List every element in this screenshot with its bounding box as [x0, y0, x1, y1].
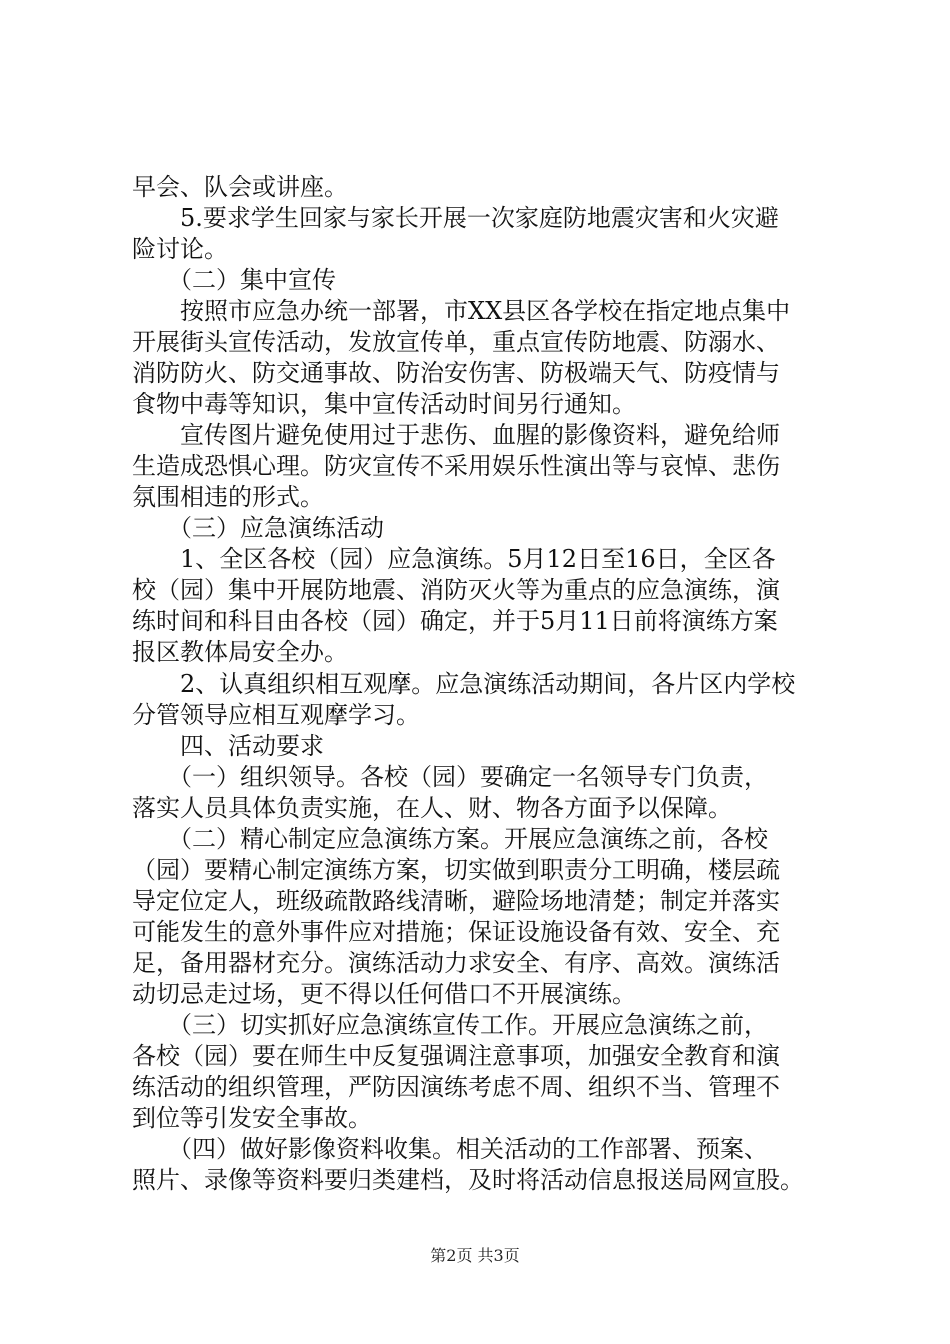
text-line: 校（园）集中开展防地震、消防灭火等为重点的应急演练，演	[132, 576, 780, 604]
text-line: 练时间和科目由各校（园）确定，并于5月11日前将演练方案	[132, 607, 778, 635]
text-line: 照片、录像等资料要归类建档，及时将活动信息报送局网宣股。	[132, 1166, 804, 1194]
text-line: 早会、队会或讲座。	[132, 173, 348, 201]
section-heading: 四、活动要求	[132, 732, 324, 760]
text-line: 到位等引发安全事故。	[132, 1104, 372, 1132]
text-line: 消防防火、防交通事故、防治安伤害、防极端天气、防疫情与	[132, 359, 780, 387]
text-line: 报区教体局安全办。	[132, 638, 348, 666]
text-line: 开展街头宣传活动，发放宣传单，重点宣传防地震、防溺水、	[132, 328, 780, 356]
section-heading: （二）集中宣传	[132, 266, 336, 294]
text-line: 动切忌走过场，更不得以任何借口不开展演练。	[132, 980, 636, 1008]
section-heading: （三）应急演练活动	[132, 514, 384, 542]
text-line: （二）精心制定应急演练方案。开展应急演练之前，各校	[132, 825, 768, 853]
text-line: （四）做好影像资料收集。相关活动的工作部署、预案、	[132, 1135, 768, 1163]
text-line: （园）要精心制定演练方案，切实做到职责分工明确，楼层疏	[132, 856, 780, 884]
text-line: 可能发生的意外事件应对措施；保证设施设备有效、安全、充	[132, 918, 780, 946]
text-line: （一）组织领导。各校（园）要确定一名领导专门负责，	[132, 763, 768, 791]
text-line: 食物中毒等知识，集中宣传活动时间另行通知。	[132, 390, 636, 418]
text-line: 生造成恐惧心理。防灾宣传不采用娱乐性演出等与哀悼、悲伤	[132, 452, 780, 480]
text-line: 练活动的组织管理，严防因演练考虑不周、组织不当、管理不	[132, 1073, 780, 1101]
text-line: 2、认真组织相互观摩。应急演练活动期间，各片区内学校	[132, 670, 796, 698]
text-line: 各校（园）要在师生中反复强调注意事项，加强安全教育和演	[132, 1042, 780, 1070]
text-line: 导定位定人，班级疏散路线清晰，避险场地清楚；制定并落实	[132, 887, 780, 915]
text-line: 按照市应急办统一部署，市XX县区各学校在指定地点集中	[132, 297, 791, 325]
text-line: 1、全区各校（园）应急演练。5月12日至16日，全区各	[132, 545, 776, 573]
text-line: （三）切实抓好应急演练宣传工作。开展应急演练之前，	[132, 1011, 768, 1039]
text-line: 5.要求学生回家与家长开展一次家庭防地震灾害和火灾避	[132, 204, 779, 232]
text-line: 足，备用器材充分。演练活动力求安全、有序、高效。演练活	[132, 949, 780, 977]
text-line: 宣传图片避免使用过于悲伤、血腥的影像资料，避免给师	[132, 421, 780, 449]
text-line: 落实人员具体负责实施，在人、财、物各方面予以保障。	[132, 794, 732, 822]
text-line: 险讨论。	[132, 235, 228, 263]
text-line: 氛围相违的形式。	[132, 483, 324, 511]
text-line: 分管领导应相互观摩学习。	[132, 701, 420, 729]
page-number-footer: 第2页 共3页	[430, 1246, 520, 1265]
